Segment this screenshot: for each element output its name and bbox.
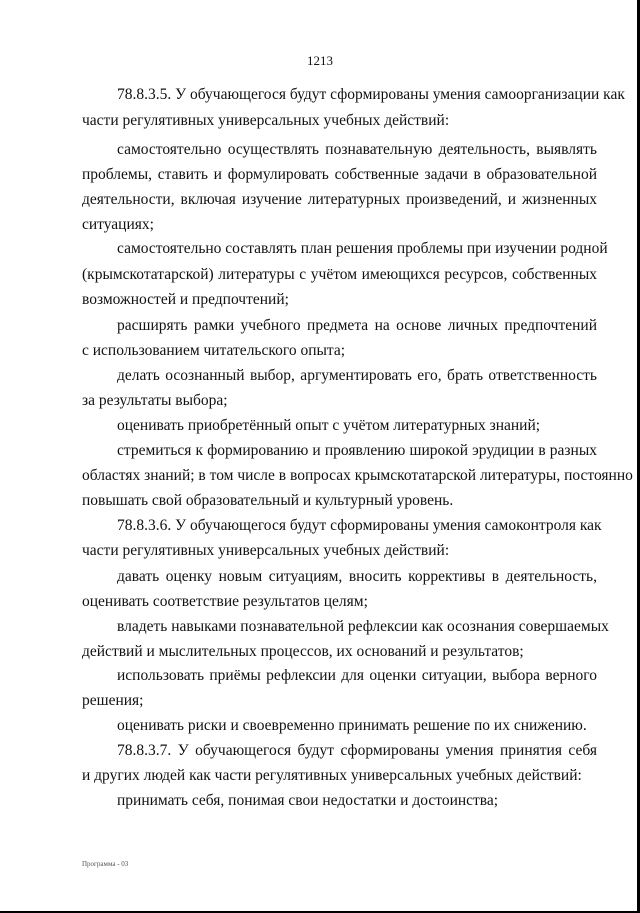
text-line: части регулятивных универсальных учебных действий: [82, 112, 450, 129]
text-line: оценивать риски и своевременно принимать решение по их снижению. [117, 717, 587, 734]
footer-note: Программа - 03 [82, 860, 129, 868]
text-line: части регулятивных универсальных учебных действий: [82, 542, 450, 559]
text-line: 78.8.3.5. У обучающегося будут сформированы умения самоорганизации как [117, 86, 625, 103]
text-line: самостоятельно составлять план решения проблемы при изучении родной [117, 240, 608, 257]
text-line: 78.8.3.7. У обучающегося будут сформированы умения принятия себя [117, 742, 597, 759]
text-line: и других людей как части регулятивных универсальных учебных действий: [82, 767, 582, 784]
text-line: оценивать приобретённый опыт с учётом литературных знаний; [117, 417, 541, 434]
text-line: возможностей и предпочтений; [82, 291, 289, 308]
text-line: делать осознанный выбор, аргументировать его, брать ответственность [117, 367, 597, 384]
text-line: давать оценку новым ситуациям, вносить коррективы в деятельность, [117, 568, 597, 585]
text-line: за результаты выбора; [82, 392, 228, 409]
text-line: расширять рамки учебного предмета на основе личных предпочтений [117, 317, 597, 334]
text-line: повышать свой образовательный и культурный уровень. [82, 492, 454, 509]
text-line: решения; [82, 692, 144, 709]
page-number: 1213 [307, 53, 333, 68]
text-line: областях знаний; в том числе в вопросах крымскотатарской литературы, постоянно [82, 467, 633, 484]
text-line: действий и мыслительных процессов, их оснований и результатов; [82, 643, 524, 660]
text-line: ситуациях; [82, 216, 154, 233]
text-line: стремиться к формированию и проявлению широкой эрудиции в разных [117, 442, 597, 459]
text-line: деятельности, включая изучение литературных произведений, и жизненных [82, 191, 597, 208]
text-line: с использованием читательского опыта; [82, 342, 346, 359]
text-line: самостоятельно осуществлять познавательную деятельность, выявлять [117, 141, 597, 158]
text-line: принимать себя, понимая свои недостатки и достоинства; [117, 792, 499, 809]
text-line: оценивать соответствие результатов целям; [82, 593, 368, 610]
text-line: использовать приёмы рефлексии для оценки ситуации, выбора верного [117, 667, 597, 684]
text-line: (крымскотатарской) литературы с учётом имеющихся ресурсов, собственных [82, 266, 597, 283]
text-line: проблемы, ставить и формулировать собственные задачи в образовательной [82, 166, 597, 183]
text-line: 78.8.3.6. У обучающегося будут сформированы умения самоконтроля как [117, 517, 602, 534]
text-line: владеть навыками познавательной рефлексии как осознания совершаемых [117, 618, 609, 635]
